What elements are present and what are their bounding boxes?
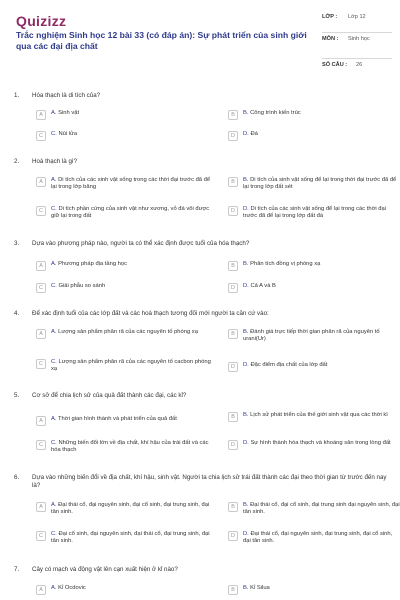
option-text: Di tích của sinh vật sống để lại trong thời đại trước đã để lại trong lớp đất sét [243,177,397,191]
option-text: Đánh giá trực tiếp thời gian phân rã của nguyên tố urani(Ur) [243,329,380,343]
question-7 [10,566,390,600]
option-text: Núi lửa [58,131,78,137]
option-box[interactable]: B [228,585,238,595]
option-box[interactable]: B [228,177,238,187]
question-number: 5. [14,392,20,399]
option-c[interactable] [36,440,214,455]
option-text: Di tích của các sinh vật sống để lại trong các thời đại trước đã để lại trong lớp đất đá [243,206,387,220]
option-box[interactable]: B [228,412,238,422]
option-box[interactable]: C [36,440,46,450]
option-c[interactable] [36,206,214,221]
option-text: Sự hình thành hóa thạch và khoáng sản trong lòng đất [250,440,391,446]
meta-row-grade [322,11,392,33]
option-d[interactable] [228,206,400,221]
option-letter: B. [243,329,249,335]
option-a[interactable] [36,177,214,192]
option-box[interactable]: D [228,206,238,216]
question-text: Cơ sở để chia lịch sử của quả đất thành các đại, các kỉ? [32,392,187,399]
option-letter: A. [51,329,57,335]
option-letter: A. [51,416,57,422]
option-a[interactable] [36,585,214,595]
option-a[interactable] [36,502,214,517]
option-text: Đặc điểm địa chất của lớp đất [250,362,328,368]
option-d[interactable] [228,440,400,450]
option-letter: D. [243,440,249,446]
option-letter: A. [51,585,57,591]
option-letter: C. [51,131,57,137]
option-a[interactable] [36,110,214,120]
worksheet-meta [322,11,392,81]
option-letter: B. [243,412,249,418]
option-letter: C. [51,283,57,289]
option-b[interactable] [228,585,400,595]
meta-value: Lớp 12 [348,14,366,20]
option-box[interactable]: A [36,177,46,187]
question-text: Để xác định tuổi của các lớp đất và các hoá thạch tương đối mới người ta căn cứ vào: [32,310,269,317]
question-text: Cây có mạch và động vật lên cạn xuất hiện ở kỉ nào? [32,566,178,573]
option-text: Phân tích đồng vị phóng xạ [250,261,321,267]
worksheet-title: Trắc nghiệm Sinh học 12 bài 33 (có đáp án): Sự phát triển của sinh giới qua các đại địa chất [16,30,307,51]
option-b[interactable] [228,177,400,192]
option-text: Phương pháp địa tầng học [58,261,128,267]
option-b[interactable] [228,412,400,422]
meta-value: Sinh học [348,36,370,42]
question-number: 6. [14,474,20,481]
option-letter: B. [243,177,249,183]
option-letter: A. [51,261,57,267]
option-c[interactable] [36,283,214,293]
question-text: Hóa thạch là di tích của? [32,92,101,99]
option-text: Cả A và B [250,283,276,289]
option-box[interactable]: B [228,502,238,512]
option-box[interactable]: C [36,531,46,541]
option-letter: B. [243,502,249,508]
meta-key: LỚP : [322,14,338,20]
option-letter: C. [51,206,57,212]
option-box[interactable]: B [228,329,238,339]
option-text: Đại cổ sinh, đại nguyên sinh, đại thái cổ, đại trung sinh, đại tân sinh. [51,531,210,545]
option-a[interactable] [36,416,214,426]
question-5 [10,392,390,464]
option-letter: D. [243,362,249,368]
option-letter: C. [51,531,57,537]
option-text: Lượng sản phẩm phân rã của các nguyên tố cacbon phóng xạ [51,359,211,373]
quizizz-logo: Quizizz [16,13,67,29]
meta-value: 26 [356,62,363,68]
option-text: Kỉ Ocdovic [58,585,86,591]
option-letter: D. [243,283,249,289]
option-text: Di tích của các sinh vật sống trong các thời đại trước đã để lại trong lớp băng [51,177,211,191]
option-box[interactable]: C [36,359,46,369]
option-letter: C. [51,359,57,365]
question-2 [10,158,397,233]
question-1 [10,92,390,152]
option-c[interactable] [36,531,214,546]
option-d[interactable] [228,531,400,546]
question-text: Dựa vào phương pháp nào, người ta có thể xác định được tuổi của hóa thạch? [32,240,250,247]
meta-row-subject [322,33,392,59]
option-letter: A. [51,502,57,508]
option-text: Kỉ Silua [250,585,270,591]
option-text: Đại thái cổ, đại nguyên sinh, đại trung sinh, đại cổ sinh, đại tân sinh. [243,531,393,545]
question-number: 4. [14,310,20,317]
question-number: 3. [14,240,20,247]
option-box[interactable]: A [36,329,46,339]
option-letter: B. [243,585,249,591]
option-d[interactable] [228,362,400,372]
option-letter: B. [243,110,249,116]
option-text: Lượng sản phẩm phân rã của các nguyên tố phóng xạ [58,329,198,335]
question-6 [10,474,400,558]
option-b[interactable] [228,329,400,344]
option-box[interactable]: C [36,206,46,216]
question-text: Dựa vào những biến đổi về địa chất, khí hậu, sinh vật. Người ta chia lịch sử trái đất thành các đại theo thời gian từ trước đến nay là? [32,474,387,489]
question-text: Hoá thạch là gì? [32,158,78,165]
option-letter: D. [243,206,249,212]
option-c[interactable] [36,359,214,374]
worksheet-header [0,0,400,88]
option-text: Đại thái cổ, đại cổ sinh, đại trung sinh đại nguyên sinh, đại tân sinh. [243,502,400,516]
question-4 [10,310,390,382]
question-number: 7. [14,566,20,573]
option-text: Thời gian hình thành và phát triển của quả đất [58,416,177,422]
question-number: 2. [14,158,20,165]
meta-key: SỐ CÂU : [322,62,348,68]
option-c[interactable] [36,131,214,141]
option-text: Giải phẫu so sánh [58,283,106,289]
option-text: Lịch sử phát triển của thế giới sinh vật qua các thời kì [250,412,388,418]
option-box[interactable]: D [228,283,238,293]
option-box[interactable]: D [228,440,238,450]
option-box[interactable]: A [36,502,46,512]
option-text: Sinh vật [58,110,80,116]
option-letter: B. [243,261,249,267]
option-d[interactable] [228,283,400,293]
option-text: Những biến đổi lớn về địa chất, khí hậu của trái đất và các hóa thạch [51,440,209,454]
option-text: Di tích phần cứng của sinh vật như xương, vỏ đá vôi được giữ lại trong đất [51,206,210,220]
option-box[interactable]: C [36,131,46,141]
question-3 [10,240,390,302]
option-box[interactable]: A [36,416,46,426]
option-b[interactable] [228,502,400,517]
option-box[interactable]: D [228,131,238,141]
option-letter: A. [51,110,57,116]
option-d[interactable] [228,131,400,141]
option-box[interactable]: A [36,261,46,271]
option-box[interactable]: A [36,110,46,120]
option-text: Công trình kiến trúc [250,110,301,116]
option-box[interactable]: B [228,110,238,120]
option-box[interactable]: D [228,362,238,372]
meta-key: MÔN : [322,36,339,42]
option-box[interactable]: C [36,283,46,293]
option-letter: D. [243,531,249,537]
option-a[interactable] [36,261,214,271]
option-letter: A. [51,177,57,183]
option-text: Đá [250,131,258,137]
question-number: 1. [14,92,20,99]
option-text: Đại thái cổ, đại nguyên sinh, đại cổ sinh, đại trung sinh, đại tân sinh. [51,502,210,516]
option-b[interactable] [228,261,400,271]
option-box[interactable]: D [228,531,238,541]
option-box[interactable]: B [228,261,238,271]
option-letter: C. [51,440,57,446]
option-a[interactable] [36,329,214,339]
meta-row-count [322,59,392,81]
option-box[interactable]: A [36,585,46,595]
option-b[interactable] [228,110,400,120]
option-letter: D. [243,131,249,137]
